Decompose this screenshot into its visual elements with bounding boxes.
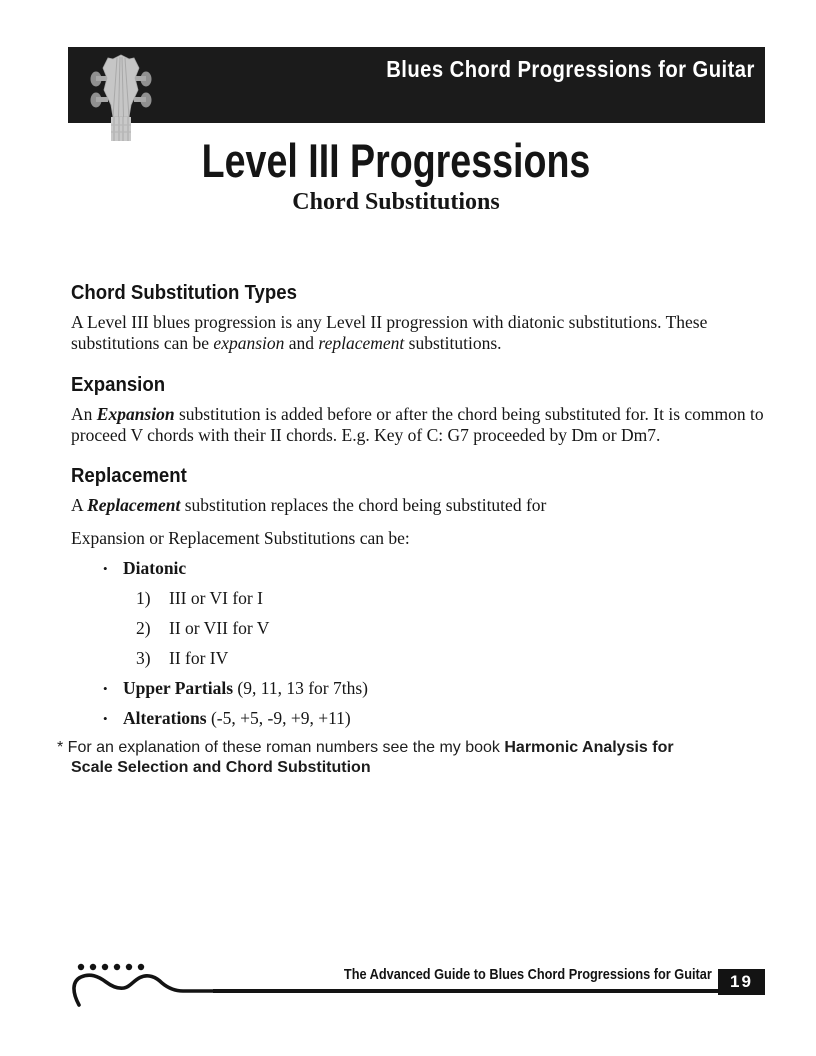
text-segment: substitution is added before or after the chord being substituted for. It is common to proceed V chords with their II chords. E.g. Key of C: G7 proceeded by Dm or Dm7. — [71, 404, 764, 445]
guitar-body-icon — [70, 948, 220, 1010]
footer-rule — [213, 989, 765, 993]
text-segment-italic: replacement — [318, 333, 405, 353]
footnote — [57, 738, 711, 778]
text-segment: and — [284, 333, 319, 353]
page-subtitle: Chord Substitutions — [292, 189, 500, 215]
list-item-upper-partials — [103, 678, 768, 699]
list-item-alterations — [103, 708, 768, 729]
text-segment-bold: Harmonic Analysis for Scale Selection and Chord Substitution — [71, 739, 674, 776]
list-subitem — [136, 648, 768, 669]
list-item-label: Upper Partials — [123, 678, 234, 698]
text-segment-italic: expansion — [213, 333, 285, 353]
page-number: 19 — [730, 972, 753, 991]
guitar-headstock-icon — [82, 53, 160, 141]
section-heading: Replacement — [71, 465, 187, 487]
list-subitem — [136, 618, 768, 639]
bullet-icon: • — [103, 711, 108, 726]
title-block — [0, 136, 792, 216]
section-replacement — [71, 464, 768, 549]
list-item-label: Alterations — [123, 708, 207, 728]
list-item-detail: (-5, +5, -9, +9, +11) — [206, 708, 351, 728]
paragraph: Expansion or Replacement Substitutions can be: — [71, 528, 410, 548]
paragraph — [71, 495, 768, 516]
paragraph — [71, 312, 768, 354]
text-segment: substitution replaces the chord being substituted for — [180, 495, 547, 515]
list-item-detail: (9, 11, 13 for 7ths) — [233, 678, 368, 698]
section-heading: Chord Substitution Types — [71, 282, 297, 304]
list-subitem-text: II for IV — [169, 648, 229, 668]
text-segment: A Level III blues progression is any Level II progression with diatonic substitutions. These substitutions can be — [71, 312, 708, 353]
bullet-icon: • — [103, 561, 108, 576]
text-segment: For an explanation of these roman numbers see the my book — [67, 739, 505, 756]
page-title: Level III Progressions — [201, 134, 591, 187]
list-subitem — [136, 588, 768, 609]
list-subitem-number: 3) — [136, 648, 151, 668]
section-expansion — [71, 373, 768, 446]
bullet-icon: • — [103, 681, 108, 696]
main-content — [57, 281, 768, 778]
page-number-badge — [718, 969, 765, 995]
text-segment: An — [71, 404, 97, 424]
list-subitem-number: 2) — [136, 618, 151, 638]
list-subitem-text: III or VI for I — [169, 588, 263, 608]
text-segment-bold-italic: Expansion — [96, 404, 175, 424]
list-item-diatonic — [103, 558, 768, 579]
text-segment-bold-italic: Replacement — [87, 495, 181, 515]
section-chord-substitution-types — [71, 281, 768, 354]
list-subitem-number: 1) — [136, 588, 151, 608]
substitution-list — [71, 558, 768, 729]
paragraph — [71, 404, 768, 446]
text-segment: substitutions. — [404, 333, 502, 353]
list-item-label: Diatonic — [123, 558, 187, 578]
footer-title: The Advanced Guide to Blues Chord Progressions for Guitar — [344, 966, 712, 983]
section-heading: Expansion — [71, 374, 166, 396]
footnote-marker: * — [57, 739, 68, 756]
text-segment: A — [71, 495, 88, 515]
header-bar — [68, 47, 765, 123]
book-title: Blues Chord Progressions for Guitar — [386, 56, 755, 82]
list-subitem-text: II or VII for V — [169, 618, 270, 638]
